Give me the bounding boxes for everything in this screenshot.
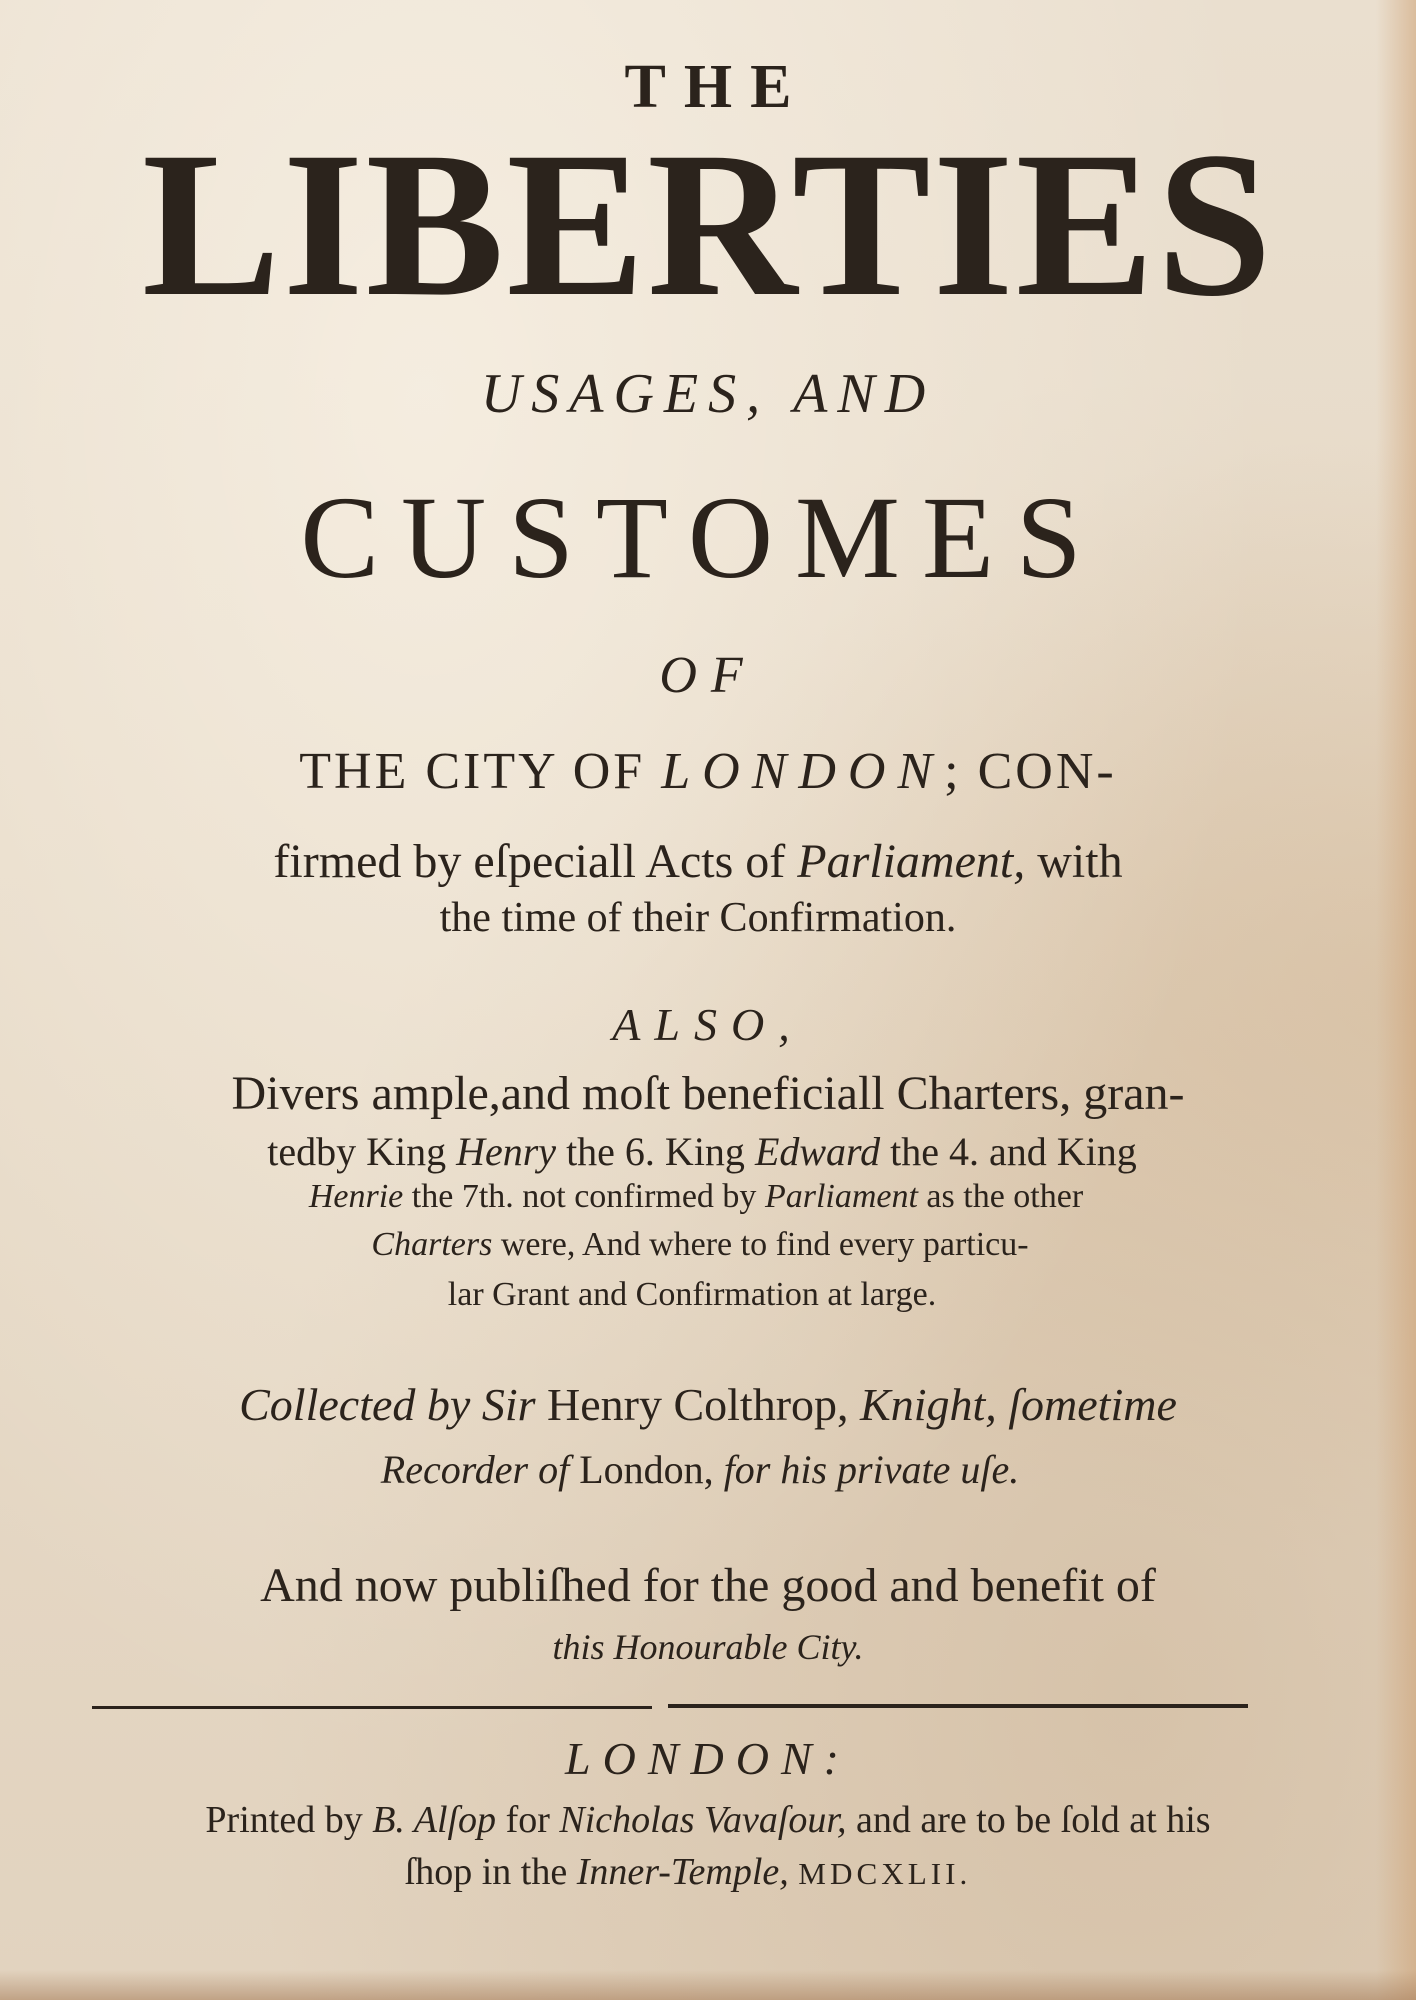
granted-line — [0, 1128, 1410, 1175]
henrie-text-2: as the other — [926, 1178, 1084, 1215]
subtitle-city-line — [0, 742, 1416, 801]
ted-henry: Henry — [456, 1129, 557, 1174]
firmed-parliament: Parliament, — [797, 835, 1026, 888]
divers-line: Divers ample,and moſt beneficiall Charters, gran- — [231, 1067, 1185, 1120]
printed-text: Printed by — [205, 1799, 363, 1841]
printed-for: for — [505, 1799, 550, 1841]
printed-sold: and are to be ſold at his — [856, 1799, 1211, 1841]
firmed-text: firmed by eſpeciall Acts of — [273, 835, 786, 888]
city-london: LONDON — [661, 743, 945, 800]
ted-edward: Edward — [754, 1129, 881, 1174]
henrie-name: Henrie — [308, 1178, 404, 1215]
heading-the: THE — [624, 53, 810, 121]
shop-text: ſhop in the — [404, 1851, 568, 1893]
recorder-london: London, — [579, 1447, 714, 1492]
recorder-use: for his private uſe. — [723, 1447, 1020, 1492]
ted-text-2: the 6. King — [566, 1129, 745, 1174]
heading-of: OF — [659, 647, 757, 704]
henrie-line — [0, 1178, 1404, 1216]
charters-word: Charters — [371, 1226, 493, 1263]
heading-liberties: LIBERTIES — [141, 109, 1275, 339]
honourable-city-line: this Honourable City. — [552, 1627, 864, 1667]
charters-text: were, And where to find every particu- — [500, 1226, 1029, 1263]
ted-text: tedby King — [267, 1129, 447, 1174]
imprint-city: LONDON: — [565, 1733, 851, 1784]
henrie-text: the 7th. not confirmed by — [411, 1178, 757, 1215]
imprint-printed-line — [0, 1798, 1416, 1842]
firmed-with: with — [1037, 835, 1123, 888]
imprint-date: MDCXLII. — [798, 1856, 972, 1891]
divider-rule-right — [668, 1704, 1248, 1708]
subtitle-time-line: the time of their Confirmation. — [439, 895, 957, 941]
collected-text: Collected by Sir — [239, 1379, 536, 1430]
subtitle-firmed-line — [0, 834, 1406, 889]
lar-line: lar Grant and Confirmation at large. — [447, 1276, 937, 1313]
printed-vavasour: Nicholas Vavaſour, — [559, 1799, 847, 1841]
heading-usages: USAGES, AND — [480, 363, 936, 425]
heading-also: ALSO, — [612, 999, 804, 1050]
imprint-shop-line — [0, 1850, 1396, 1894]
collected-knight: Knight, ſometime — [860, 1379, 1177, 1430]
collected-line — [0, 1378, 1416, 1431]
shop-temple: Inner-Temple, — [576, 1851, 789, 1893]
published-line: And now publiſhed for the good and benefit of — [260, 1559, 1156, 1612]
ted-text-3: the 4. and King — [890, 1129, 1137, 1174]
heading-customes: CUSTOMES — [300, 472, 1104, 603]
collected-name: Henry Colthrop, — [547, 1379, 849, 1430]
recorder-text: Recorder of — [380, 1447, 570, 1492]
henrie-parliament: Parliament — [764, 1178, 918, 1215]
charters-line — [0, 1226, 1408, 1264]
printed-alsop: B. Alſop — [372, 1799, 497, 1841]
city-text: THE CITY OF — [299, 743, 646, 800]
divider-rule-left — [92, 1706, 652, 1709]
recorder-line — [0, 1446, 1408, 1493]
paper-bottom-edge — [0, 1970, 1416, 2000]
city-con: ; CON- — [944, 743, 1117, 800]
